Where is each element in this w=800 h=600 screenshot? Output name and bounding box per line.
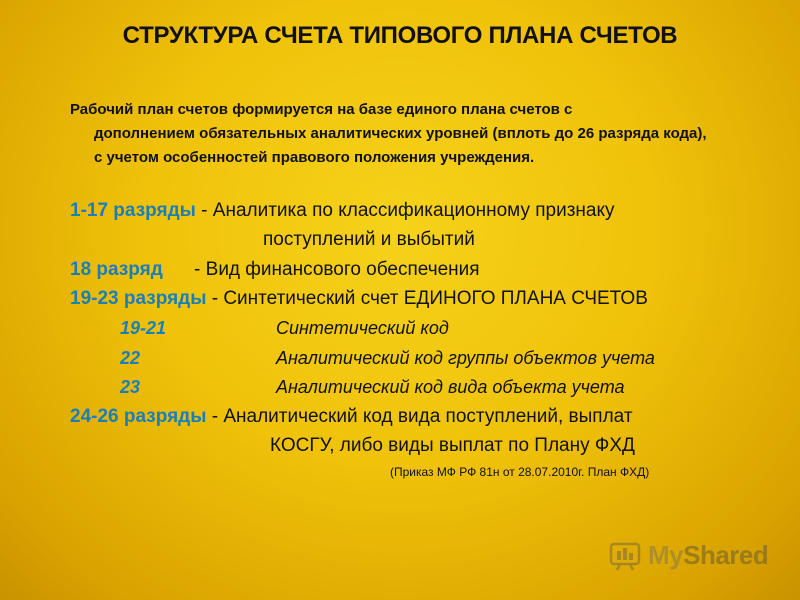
digits-19-23-text: - Синтетический счет ЕДИНОГО ПЛАНА СЧЕТОВ (206, 288, 648, 309)
slide-title: СТРУКТУРА СЧЕТА ТИПОВОГО ПЛАНА СЧЕТОВ (122, 22, 678, 49)
subcode-22-text: Аналитический код группы объектов учета (276, 348, 655, 368)
source-note: (Приказ МФ РФ 81н от 28.07.2010г. План ФХД) (390, 465, 650, 479)
digits-1-17-label: 1-17 разряды (70, 200, 196, 221)
digits-19-23-row (70, 288, 648, 310)
digit-18-row (70, 259, 480, 281)
intro-line-rest: дополнением обязательных аналитических уровней (вплоть до 26 разряда кода), с учетом особенностей правового положения учреждения. (94, 125, 707, 166)
digits-24-26-label: 24-26 разряды (70, 406, 207, 427)
subcode-23-text: Аналитический код вида объекта учета (276, 377, 625, 397)
intro-paragraph (70, 98, 710, 170)
subcode-22: 22 (120, 348, 141, 368)
subcode-23: 23 (120, 377, 141, 397)
digits-24-26-text: - Аналитический код вида поступлений, выплат (206, 406, 633, 427)
digits-1-17-continuation: поступлений и выбытий (263, 229, 475, 250)
digits-24-26-row (70, 406, 633, 428)
subcode-19-21-text: Синтетический код (276, 318, 449, 338)
digits-1-17-row (70, 200, 615, 222)
digit-18-label: 18 разряд (70, 259, 163, 280)
myshared-logo-icon (608, 541, 642, 571)
digits-24-26-continuation: КОСГУ, либо виды выплат по Плану ФХД (270, 435, 635, 456)
watermark-text (648, 540, 768, 571)
watermark-text-b: Shared (683, 540, 769, 570)
digits-1-17-text: - Аналитика по классификационному признаку (195, 200, 615, 221)
digits-19-23-label: 19-23 разряды (70, 288, 207, 309)
subcode-19-21: 19-21 (120, 318, 167, 338)
watermark-text-a: My (648, 540, 684, 570)
digit-18-text: - Вид финансового обеспечения (188, 259, 480, 280)
intro-line-1: Рабочий план счетов формируется на базе единого плана счетов с (70, 101, 573, 118)
myshared-watermark (608, 540, 768, 571)
